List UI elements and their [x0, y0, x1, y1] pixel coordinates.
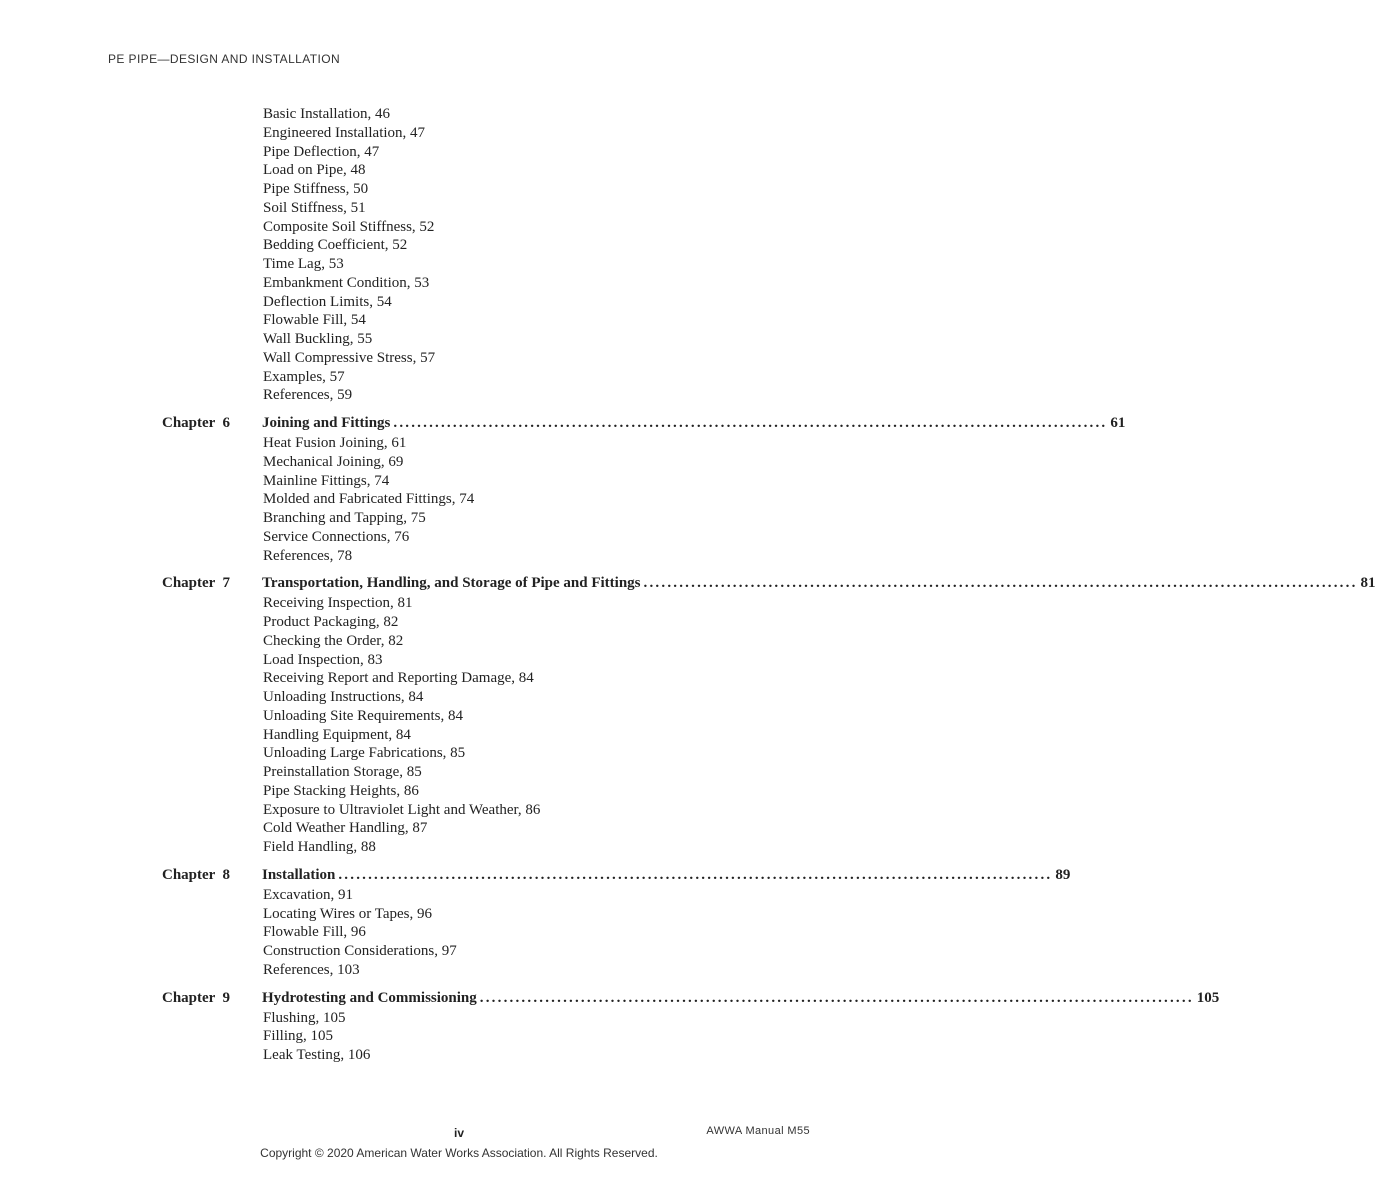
toc-entry-text: Pipe Deflection, 47: [263, 143, 380, 160]
chapter-page-number: 105: [1196, 989, 1220, 1006]
toc-entry: [0, 801, 918, 820]
chapter-label: Chapter 9: [162, 989, 231, 1006]
dot-leader: ........................................................................................................................: [479, 989, 1194, 1006]
chapter-heading: [0, 864, 1071, 886]
toc-entry: [0, 472, 918, 491]
toc-entry-text: Service Connections, 76: [263, 528, 410, 545]
chapter-heading: [0, 412, 1126, 434]
chapter-heading: [0, 572, 1376, 594]
toc-entry-text: Unloading Large Fabrications, 85: [263, 745, 466, 762]
toc-entry-text: Pipe Stacking Heights, 86: [263, 782, 419, 799]
toc-entry: [0, 293, 918, 312]
toc-entry: [0, 905, 918, 924]
toc-entry-text: Soil Stiffness, 51: [263, 199, 366, 216]
page-number-text: iv: [453, 1126, 464, 1140]
toc-entry: [0, 161, 918, 180]
toc-entry-text: Preinstallation Storage, 85: [263, 764, 422, 780]
manual-title: AWWA Manual M55: [706, 1125, 810, 1137]
toc-entry-text: References, 103: [263, 961, 360, 978]
toc-entry-text: Filling, 105: [263, 1028, 334, 1045]
toc-entry: [0, 744, 918, 763]
toc-entry: [0, 1046, 918, 1065]
toc-entry: [0, 1027, 918, 1046]
chapter-title: Hydrotesting and Commissioning: [262, 989, 477, 1006]
table-of-contents: [0, 105, 1376, 1065]
toc-entry-text: Flushing, 105: [263, 1009, 346, 1026]
toc-entry-text: Flowable Fill, 96: [263, 924, 366, 941]
toc-entry: [0, 886, 918, 905]
toc-entry: [0, 509, 918, 528]
toc-entry-text: Cold Weather Handling, 87: [263, 820, 428, 837]
toc-entry-text: Pipe Stiffness, 50: [263, 181, 369, 197]
toc-entry: [0, 124, 918, 143]
toc-entry-text: Engineered Installation, 47: [263, 124, 426, 141]
toc-entry: [0, 547, 918, 566]
toc-entry: [0, 255, 918, 274]
toc-entry: [0, 236, 918, 255]
toc-entry-text: Flowable Fill, 54: [263, 312, 366, 329]
toc-entry: [0, 386, 918, 405]
toc-entry-text: Unloading Site Requirements, 84: [263, 707, 463, 724]
toc-entry-text: Wall Compressive Stress, 57: [263, 349, 436, 366]
toc-entry-text: Checking the Order, 82: [263, 632, 404, 649]
copyright-notice: Copyright © 2020 American Water Works Association. All Rights Reserved.: [260, 1146, 658, 1160]
chapter-title-line: [262, 572, 1376, 594]
toc-entry-text: Receiving Report and Reporting Damage, 84: [263, 670, 534, 687]
toc-entry-text: References, 59: [263, 387, 353, 404]
toc-entry-text: Handling Equipment, 84: [263, 726, 411, 743]
dot-leader: ........................................................................................................................: [643, 575, 1358, 592]
toc-entry: [0, 961, 918, 980]
chapter-label: Chapter 7: [162, 575, 231, 592]
toc-entry-text: Excavation, 91: [263, 886, 353, 903]
toc-entry-text: References, 78: [263, 547, 353, 564]
chapter-label: Chapter 8: [162, 866, 231, 883]
chapter-page-number: 61: [1110, 415, 1126, 431]
toc-entry-text: Load Inspection, 83: [263, 651, 383, 668]
dot-leader: ........................................................................................................................: [393, 415, 1108, 431]
toc-entry-text: Time Lag, 53: [263, 256, 344, 272]
toc-entry-text: Leak Testing, 106: [263, 1047, 371, 1063]
toc-entry-text: Locating Wires or Tapes, 96: [263, 905, 432, 922]
toc-entry: [0, 218, 918, 237]
toc-entry: [0, 782, 918, 801]
toc-entry: [0, 330, 918, 349]
toc-entry: [0, 143, 918, 162]
toc-entry: [0, 434, 918, 453]
chapter-title: Installation: [262, 866, 336, 883]
toc-entry-text: Basic Installation, 46: [263, 106, 391, 122]
chapter-page-number: 89: [1055, 866, 1071, 883]
chapter-title-line: [262, 412, 1126, 434]
toc-entry: [0, 942, 918, 961]
toc-entry: [0, 528, 918, 547]
toc-entry-text: Molded and Fabricated Fittings, 74: [263, 491, 475, 508]
toc-entry: [0, 349, 918, 368]
chapter-title: Joining and Fittings: [262, 415, 391, 431]
chapter-title: Transportation, Handling, and Storage of Pipe and Fittings: [262, 575, 641, 592]
toc-entry: [0, 707, 918, 726]
toc-entry: [0, 838, 918, 857]
toc-entry: [0, 274, 918, 293]
running-head: PE PIPE—DESIGN AND INSTALLATION: [108, 52, 341, 66]
toc-entry: [0, 688, 918, 707]
toc-entry: [0, 632, 918, 651]
toc-entry: [0, 594, 918, 613]
toc-entry-text: Composite Soil Stiffness, 52: [263, 218, 435, 235]
toc-entry: [0, 819, 918, 838]
toc-entry: [0, 669, 918, 688]
toc-entry-text: Bedding Coefficient, 52: [263, 237, 408, 254]
toc-entry-text: Field Handling, 88: [263, 839, 376, 855]
toc-entry-text: Load on Pipe, 48: [263, 162, 366, 179]
chapter-page-number: 81: [1360, 575, 1376, 592]
toc-entry: [0, 105, 918, 124]
chapter-heading: [0, 987, 1220, 1009]
toc-entry-text: Examples, 57: [263, 368, 345, 385]
toc-entry-text: Deflection Limits, 54: [263, 293, 392, 310]
toc-entry-text: Branching and Tapping, 75: [263, 510, 426, 526]
chapter-label: Chapter 6: [162, 415, 231, 431]
toc-entry: [0, 311, 918, 330]
toc-entry-text: Unloading Instructions, 84: [263, 689, 424, 705]
toc-entry: [0, 726, 918, 745]
toc-entry: [0, 199, 918, 218]
toc-entry: [0, 490, 918, 509]
toc-entry: [0, 1009, 918, 1028]
toc-entry: [0, 651, 918, 670]
toc-entry: [0, 613, 918, 632]
toc-entry-text: Mainline Fittings, 74: [263, 472, 390, 489]
chapter-title-line: [262, 864, 1071, 886]
toc-entry-text: Heat Fusion Joining, 61: [263, 435, 407, 451]
toc-entry-text: Wall Buckling, 55: [263, 331, 373, 347]
toc-entry-text: Construction Considerations, 97: [263, 943, 457, 959]
toc-entry: [0, 368, 918, 387]
toc-entry: [0, 180, 918, 199]
toc-entry-text: Product Packaging, 82: [263, 614, 399, 630]
dot-leader: ........................................................................................................................: [338, 866, 1053, 883]
toc-entry-text: Embankment Condition, 53: [263, 274, 430, 291]
chapter-title-line: [262, 987, 1220, 1009]
toc-entry: [0, 923, 918, 942]
toc-entry: [0, 453, 918, 472]
toc-entry: [0, 763, 918, 782]
toc-entry-text: Mechanical Joining, 69: [263, 453, 404, 470]
toc-entry-text: Exposure to Ultraviolet Light and Weather, 86: [263, 801, 541, 818]
toc-entry-text: Receiving Inspection, 81: [263, 595, 413, 612]
